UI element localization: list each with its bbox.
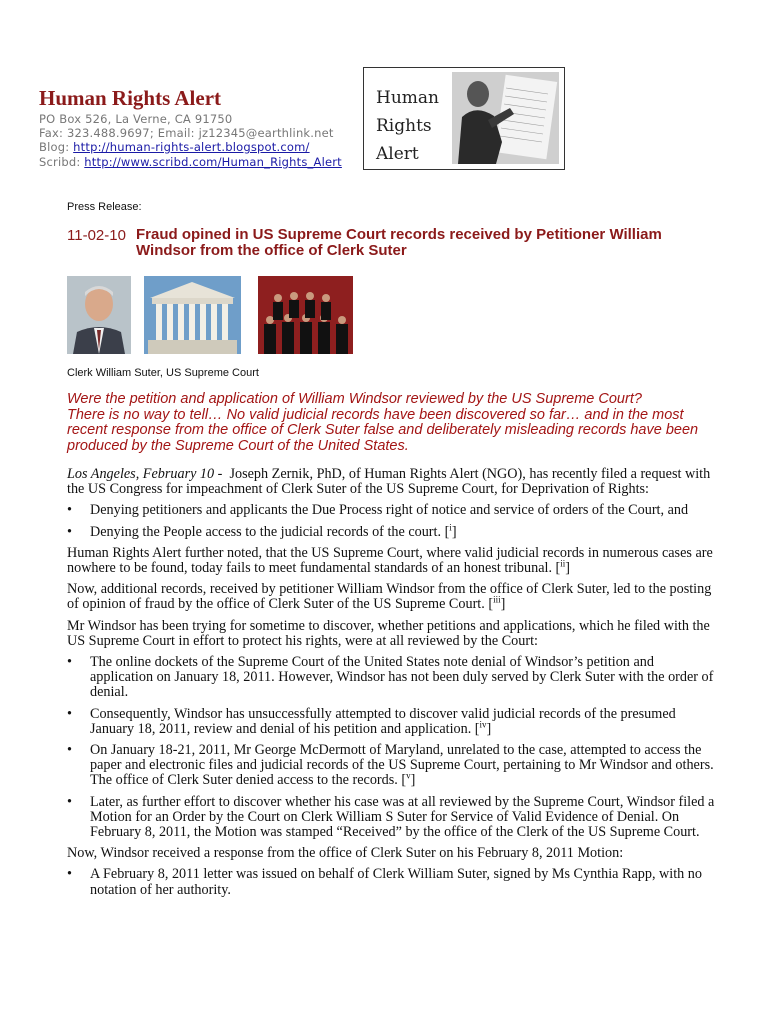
paragraph-5: Now, Windsor received a response from the office of Clerk Suter on his February 8, 2011 Motion: (67, 845, 624, 862)
paragraph-1-text: Joseph Zernik, PhD, of Human Rights Alert (NGO), has recently filed a request with the US Congress for impeachment of Clerk Suter of the US Supreme Court, for Deprivation of Rights: (67, 466, 711, 498)
lede-italic (67, 392, 707, 454)
logo-photo (452, 72, 559, 164)
headline-line-2: Windsor from the office of Clerk Suter (136, 242, 407, 259)
list-item (90, 521, 717, 540)
list-item: • Denying petitioners and applicants the Due Process right of notice and service of orders of the Court, and (90, 503, 717, 518)
logo-line-3: Alert (376, 144, 419, 164)
list-item-text: Denying the People access to the judicial records of the court. [ (90, 523, 450, 540)
endnote-ref-iii[interactable]: iii (493, 594, 501, 605)
scribd-line (39, 155, 342, 169)
paragraph-3-text: Now, additional records, received by petitioner William Windsor from the office of Clerk Suter, led to the posting of opinion of fraud by the office of Clerk Suter of the US Supreme Court. [ (67, 581, 712, 613)
photo-caption: Clerk William Suter, US Supreme Court (67, 367, 259, 379)
dateline: Los Angeles, February 10 - (67, 466, 223, 482)
endnote-bracket: ] (565, 560, 571, 577)
list-item: • A February 8, 2011 letter was issued on behalf of Clerk William Suter, signed by Ms Cynthia Rapp, with no notation of her authority. (90, 867, 717, 897)
lede-line-2: There is no way to tell… No valid judicial records have been discovered so far… and in the most (67, 406, 684, 423)
list-item (90, 707, 717, 737)
list-item-text: On January 18-21, 2011, Mr George McDermott of Maryland, unrelated to the case, attempted to access the paper and electronic files and judicial records of the US Supreme Court, pertaining to Mr Windsor and others. The office of Clerk Suter denied access to the records. [ (90, 742, 714, 789)
blog-label: Blog: (39, 140, 70, 154)
list-item (90, 743, 717, 789)
endnote-ref-iv[interactable]: iv (479, 719, 487, 730)
scribd-label: Scribd: (39, 155, 81, 169)
fax-email: Fax: 323.488.9697; Email: jz12345@earthlink.net (39, 126, 334, 140)
headline-line-1: Fraud opined in US Supreme Court records received by Petitioner William (136, 226, 662, 243)
paragraph-3 (67, 582, 717, 612)
list-item: • Later, as further effort to discover whether his case was at all reviewed by the Supreme Court, Windsor filed a Motion for an Order by the Court on Clerk William S Suter for Service of Valid Evidence of Denial. On February 8, 2011, the Motion was stamped “Received” by the office of the Clerk of the US Supreme Court. (90, 795, 717, 841)
endnote-ref-i[interactable]: i (449, 521, 452, 532)
photo-supreme-court (144, 276, 241, 354)
logo-line-2: Rights (376, 116, 432, 136)
article-body (67, 467, 717, 904)
scribd-link[interactable]: http://www.scribd.com/Human_Rights_Alert (84, 155, 342, 169)
blog-line (39, 140, 310, 154)
paragraph-2-text: Human Rights Alert further noted, that the US Supreme Court, where valid judicial records in numerous cases are nowhere to be found, today fails to meet fundamental standards of an honest tribunal. [ (67, 544, 713, 577)
photo-justices (258, 276, 353, 354)
endnote-bracket: ] (500, 596, 506, 613)
lede-line-4: produced by the Supreme Court of the United States. (67, 437, 409, 454)
endnote-bracket: ] (410, 772, 416, 789)
endnote-ref-v[interactable]: v (406, 770, 411, 781)
paragraph-4: Mr Windsor has been trying for sometime to discover, whether petitions and applications, which he filed with the US Supreme Court in effort to protect his rights, were at all reviewed by the Court: (67, 617, 710, 649)
list-item-text: Consequently, Windsor has unsuccessfully attempted to discover valid judicial records of the presumed January 18, 2011, review and denial of his petition and application. [ (90, 705, 676, 737)
logo-line-1: Human (376, 88, 439, 108)
logo-text (376, 84, 439, 168)
logo (363, 67, 565, 170)
paragraph-2 (67, 546, 717, 576)
release-date: 11-02-10 (67, 227, 126, 244)
endnote-ref-ii[interactable]: ii (560, 558, 566, 569)
list-item: • The online dockets of the Supreme Court of the United States note denial of Windsor’s petition and application on January 18, 2011. However, Windsor has not been duly served by Clerk Suter with the order of denial. (90, 655, 717, 701)
blog-link[interactable]: http://human-rights-alert.blogspot.com/ (73, 140, 310, 154)
press-release-label: Press Release: (67, 201, 142, 213)
lede-line-3: recent response from the office of Clerk Suter false and deliberately misleading records have been (67, 422, 699, 438)
endnote-bracket: ] (451, 523, 457, 540)
bullet-list-2 (67, 655, 717, 840)
bullet-list-3 (67, 867, 717, 897)
photo-suter (67, 276, 131, 354)
address: PO Box 526, La Verne, CA 91750 (39, 112, 233, 126)
bullet-list-1 (67, 503, 717, 539)
endnote-bracket: ] (486, 720, 492, 737)
headline (136, 227, 696, 259)
org-name: Human Rights Alert (39, 86, 222, 110)
lede-line-1: Were the petition and application of William Windsor reviewed by the US Supreme Court? (67, 391, 642, 407)
paragraph-1 (67, 467, 717, 497)
